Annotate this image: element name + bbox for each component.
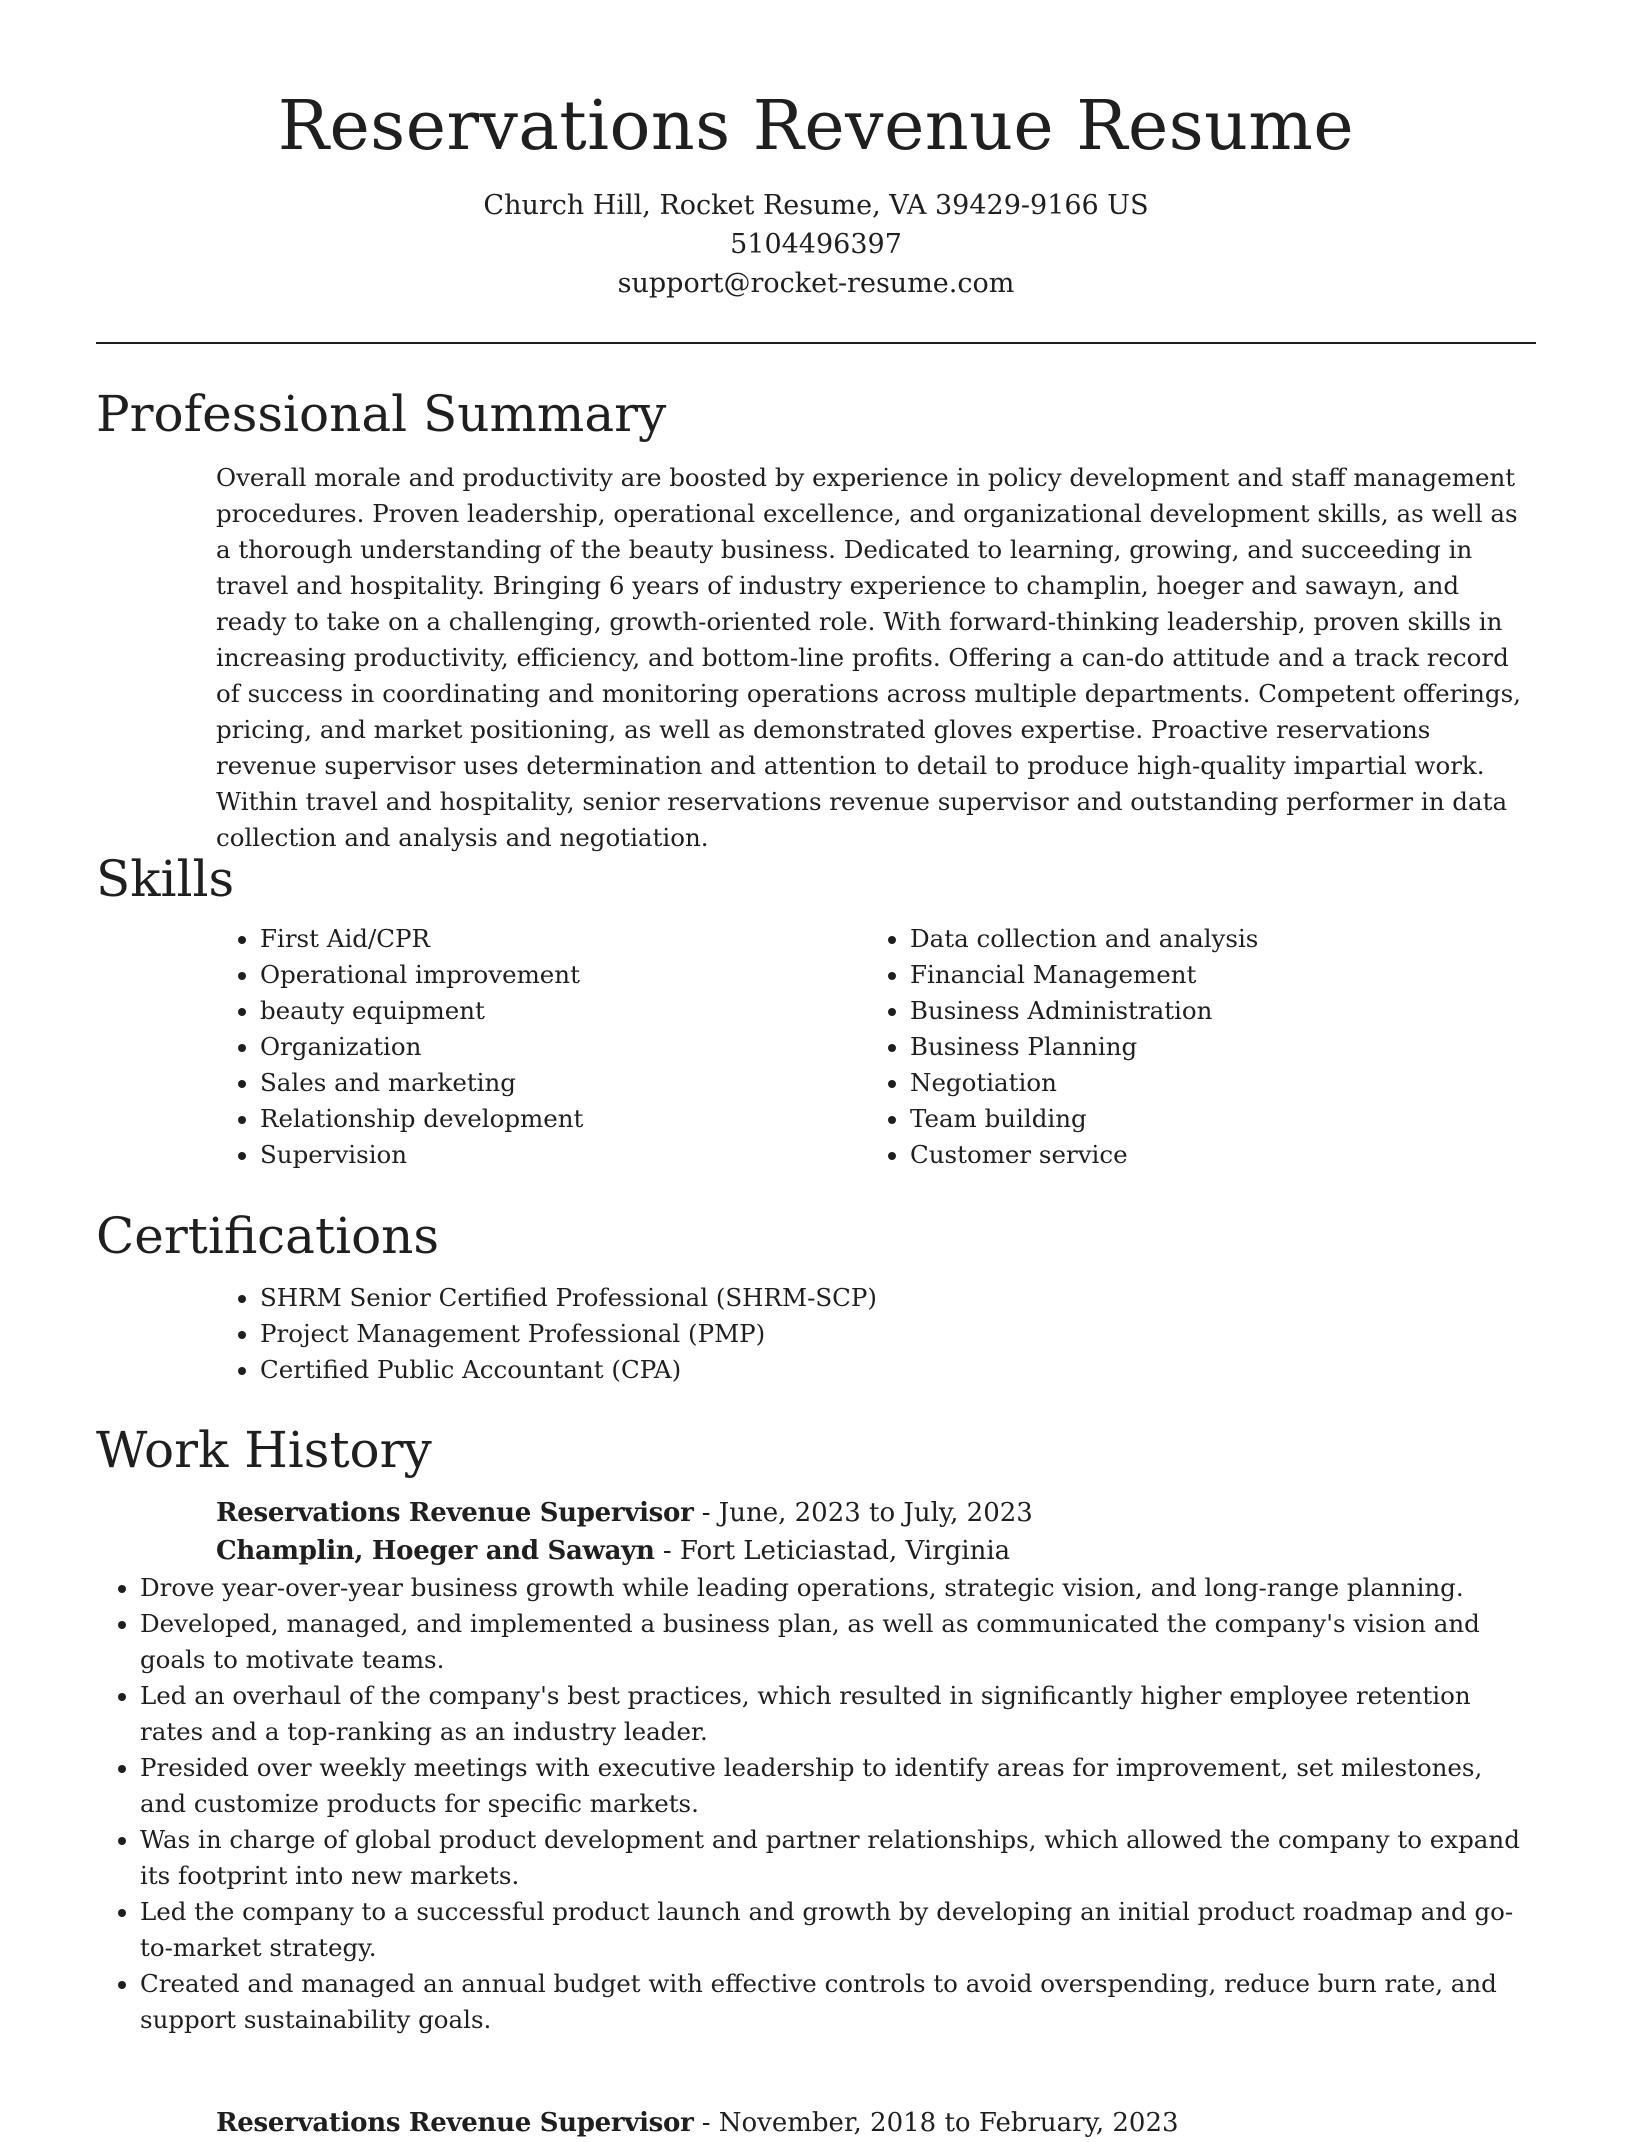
skills-section (96, 847, 1536, 1173)
header-divider (96, 342, 1536, 344)
certifications-heading: Certifications (96, 1207, 440, 1265)
job-header (216, 1494, 1536, 1570)
job-bullet: • Presided over weekly meetings with executive leadership to identify areas for improvement, set milestones, and customize products for specific markets. (140, 1750, 1536, 1822)
job-location: - Fort Leticiastad, Virginia (654, 1536, 1011, 1566)
skill-item: • Organization (260, 1029, 866, 1065)
certification-item: • Project Management Professional (PMP) (260, 1316, 1536, 1352)
job-title: Reservations Revenue Supervisor (216, 2108, 694, 2138)
job-bullet: • Was in charge of global product development and partner relationships, which allowed the company to expand its footprint into new markets. (140, 1822, 1536, 1894)
contact-block (0, 186, 1632, 303)
work-history-section (96, 1418, 1536, 2038)
job-bullet: • Led the company to a successful product launch and growth by developing an initial product roadmap and go-to-market strategy. (140, 1894, 1536, 1966)
job-title: Reservations Revenue Supervisor (216, 1498, 694, 1528)
contact-address: Church Hill, Rocket Resume, VA 39429-9166 US (483, 190, 1149, 221)
job-company: Champlin, Hoeger and Sawayn (216, 1536, 655, 1566)
job-bullet: • Led an overhaul of the company's best practices, which resulted in significantly higher employee retention rates and a top-ranking as an industry leader. (140, 1678, 1536, 1750)
job-bullet: • Created and managed an annual budget with effective controls to avoid overspending, reduce burn rate, and support sustainability goals. (140, 1966, 1536, 2038)
job-bullet: • Developed, managed, and implemented a business plan, as well as communicated the company's vision and goals to motivate teams. (140, 1606, 1536, 1678)
job-company-line (216, 1532, 1536, 1570)
skill-item: • beauty equipment (260, 993, 866, 1029)
skill-item: • Data collection and analysis (910, 921, 1536, 957)
skill-item: • Negotiation (910, 1065, 1536, 1101)
skills-list-right (866, 921, 1536, 1173)
skills-grid (216, 921, 1536, 1173)
skills-list-left (216, 921, 866, 1173)
skill-item: • Business Planning (910, 1029, 1536, 1065)
contact-phone: 5104496397 (730, 229, 902, 260)
work-history-heading: Work History (96, 1421, 432, 1479)
skill-item: • Operational improvement (260, 957, 866, 993)
resume-header (0, 0, 1632, 303)
job-header-2 (216, 2104, 1179, 2142)
job-bullets (96, 1570, 1536, 2038)
skill-item: • First Aid/CPR (260, 921, 866, 957)
skill-item: • Business Administration (910, 993, 1536, 1029)
job-dates: - June, 2023 to July, 2023 (693, 1498, 1033, 1528)
job-dates: - November, 2018 to February, 2023 (693, 2108, 1179, 2138)
skill-item: • Sales and marketing (260, 1065, 866, 1101)
summary-text: Overall morale and productivity are boosted by experience in policy development and staff management procedures. Proven leadership, operational excellence, and organizational development skills, as well as a thorough understanding of the beauty business. Dedicated to learning, growing, and succeeding in travel and hospitality. Bringing 6 years of industry experience to champlin, hoeger and sawayn, and ready to take on a challenging, growth-oriented role. With forward-thinking leadership, proven skills in increasing productivity, efficiency, and bottom-line profits. Offering a can-do attitude and a track record of success in coordinating and monitoring operations across multiple departments. Competent offerings, pricing, and market positioning, as well as demonstrated gloves expertise. Proactive reservations revenue supervisor uses determination and attention to detail to produce high-quality impartial work. Within travel and hospitality, senior reservations revenue supervisor and outstanding performer in data collection and analysis and negotiation. (216, 463, 1521, 852)
certifications-section (96, 1204, 1536, 1388)
summary-heading: Professional Summary (96, 385, 667, 443)
skill-item: • Financial Management (910, 957, 1536, 993)
resume-title: Reservations Revenue Resume (277, 87, 1355, 166)
skill-item: • Relationship development (260, 1101, 866, 1137)
summary-section (96, 382, 1536, 856)
certification-item: • SHRM Senior Certified Professional (SHRM-SCP) (260, 1280, 1536, 1316)
certifications-list (216, 1280, 1536, 1388)
certification-item: • Certified Public Accountant (CPA) (260, 1352, 1536, 1388)
job-bullet: • Drove year-over-year business growth while leading operations, strategic vision, and long-range planning. (140, 1570, 1536, 1606)
job-title-line (216, 1494, 1536, 1532)
skill-item: • Supervision (260, 1137, 866, 1173)
skill-item: • Customer service (910, 1137, 1536, 1173)
skills-heading: Skills (96, 850, 235, 908)
skill-item: • Team building (910, 1101, 1536, 1137)
contact-email: support@rocket-resume.com (617, 268, 1015, 299)
